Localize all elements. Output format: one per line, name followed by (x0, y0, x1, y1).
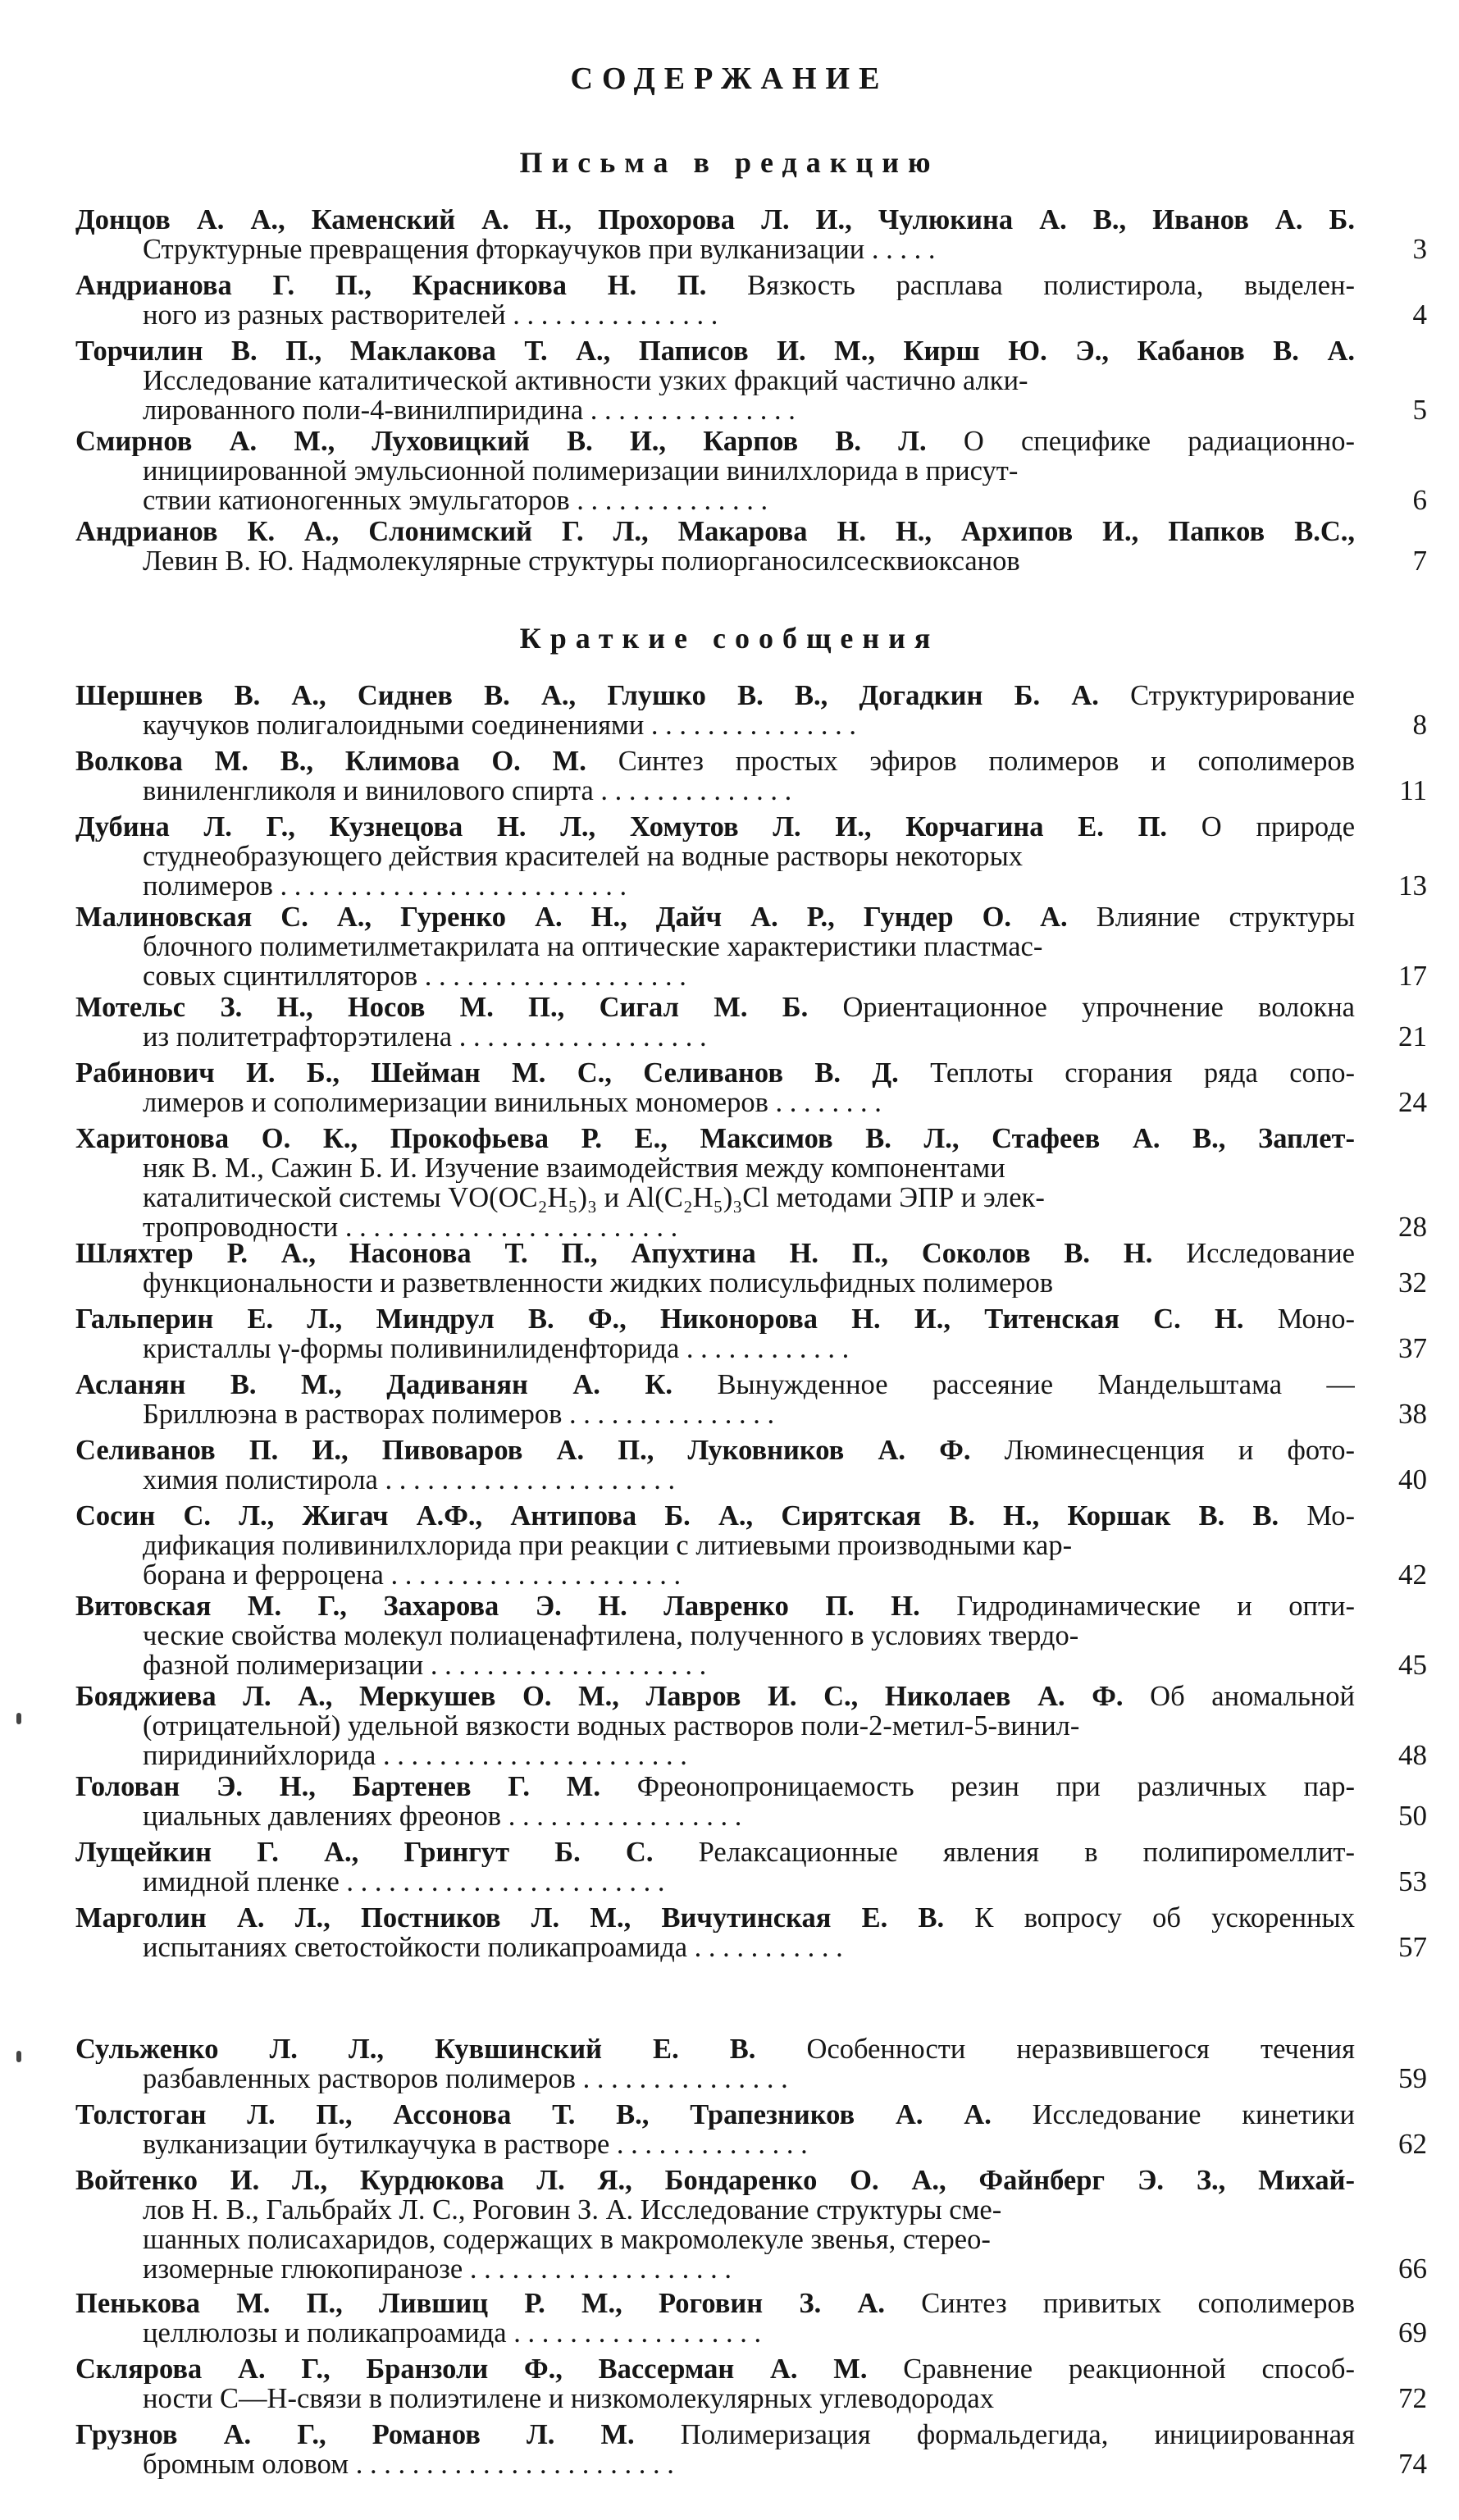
entry-authors: Бояджиева Л. А., Меркушев О. М., Лавров И. С., Николаев А. Ф. (75, 1682, 1124, 1711)
contents-entry (75, 2420, 1355, 2479)
contents-entry (75, 681, 1355, 740)
entry-title-line: ности С—Н-связи в полиэтилене и низкомолекулярных углеводородах (143, 2384, 994, 2413)
entry-title-line: изомерные глюкопиранозе . . . . . . . . . . . . . . . . . . . (143, 2254, 732, 2284)
entry-title-line: Бриллюэна в растворах полимеров . . . . . . . . . . . . . . . (143, 1399, 775, 1429)
entry-title-line: Ориентационное упрочнение волокна (808, 993, 1355, 1022)
entry-authors: Андрианова Г. П., Красникова Н. П. (75, 271, 707, 300)
entry-title-line: Моно- (1243, 1304, 1355, 1334)
entry-title-line: из политетрафторэтилена . . . . . . . . . . . . . . . . . . (143, 1022, 707, 1052)
entry-title-line: ствии катионогенных эмульгаторов . . . . . . . . . . . . . . (143, 486, 768, 515)
entry-title-line: разбавленных растворов полимеров . . . . . . . . . . . . . . . (143, 2064, 788, 2093)
contents-entry (75, 517, 1355, 576)
section-heading-brief: Краткие сообщения (519, 622, 940, 655)
entry-authors: Шершнев В. А., Сиднев В. А., Глушко В. В., Догадкин Б. А. (75, 681, 1099, 710)
entry-page-number: 37 (1398, 1332, 1427, 1364)
entry-authors: Толстоган Л. П., Ассонова Т. В., Трапезников А. А. (75, 2100, 992, 2130)
entry-title-line: каучуков полигалоидными соединениями . . . . . . . . . . . . . . . (143, 710, 857, 740)
entry-authors: Склярова А. Г., Бранзоли Ф., Вассерман А. М. (75, 2354, 868, 2384)
entry-title-line: О природе (1167, 812, 1355, 842)
entry-page-number: 28 (1398, 1211, 1427, 1243)
entry-title-line: О специфике радиационно- (926, 427, 1355, 456)
entry-authors: Асланян В. М., Дадиванян А. К. (75, 1370, 673, 1399)
entry-title-line: пиридинийхлорида . . . . . . . . . . . . . . . . . . . . . . (143, 1741, 687, 1770)
contents-entry (75, 2354, 1355, 2413)
entry-title-line: Полимеризация формальдегида, инициированная (634, 2420, 1355, 2449)
entry-page-number: 17 (1398, 960, 1427, 992)
entry-title-line: Синтез простых эфиров полимеров и сополимеров (586, 746, 1355, 776)
entry-title-line: Левин В. Ю. Надмолекулярные структуры полиорганосилсесквиоксанов (143, 546, 1020, 576)
entry-title-line: тропроводности . . . . . . . . . . . . . . . . . . . . . . . . (143, 1212, 678, 1242)
entry-page-number: 62 (1398, 2128, 1427, 2160)
entry-page-number: 7 (1412, 545, 1427, 577)
entry-page-number: 3 (1412, 233, 1427, 265)
entry-title-line: ного из разных растворителей . . . . . . . . . . . . . . . (143, 300, 718, 330)
entry-page-number: 53 (1398, 1865, 1427, 1897)
entry-page-number: 45 (1398, 1649, 1427, 1681)
entry-title-line: Об аномальной (1123, 1682, 1355, 1711)
entry-page-number: 74 (1398, 2448, 1427, 2480)
entry-title-line: студнеобразующего действия красителей на водные растворы некоторых (143, 842, 1024, 871)
entry-authors: Селиванов П. И., Пивоваров А. П., Луковников А. Ф. (75, 1436, 971, 1465)
entry-title-line: Гидродинамические и опти- (919, 1591, 1355, 1621)
contents-entry (75, 1772, 1355, 1831)
entry-authors: Гальперин Е. Л., Миндрул В. Ф., Никонорова Н. И., Титенская С. Н. (75, 1304, 1244, 1334)
entry-page-number: 4 (1412, 299, 1427, 331)
entry-title-line: Теплоты сгорания ряда сопо- (898, 1058, 1355, 1088)
entry-title-line: виниленгликоля и винилового спирта . . . . . . . . . . . . . . (143, 776, 792, 806)
entry-authors: Войтенко И. Л., Курдюкова Л. Я., Бондаренко О. А., Файнберг Э. З., Михай- (75, 2166, 1355, 2195)
contents-entry (75, 2100, 1355, 2159)
contents-entry (75, 1501, 1355, 1590)
contents-entry (75, 1903, 1355, 1962)
entry-title-line: Синтез привитых сополимеров (884, 2289, 1355, 2318)
page-title: СОДЕРЖАНИЕ (570, 62, 889, 96)
entry-title-line: Исследование кинетики (991, 2100, 1355, 2130)
contents-entry (75, 1838, 1355, 1897)
contents-entry (75, 2034, 1355, 2093)
entry-title-line: совых сцинтилляторов . . . . . . . . . . . . . . . . . . . (143, 961, 686, 991)
contents-entry (75, 1239, 1355, 1298)
contents-entry (75, 2289, 1355, 2348)
entry-authors: Торчилин В. П., Маклакова Т. А., Паписов И. М., Кирш Ю. Э., Кабанов В. А. (75, 336, 1355, 366)
entry-title-line: Вязкость расплава полистирола, выделен- (706, 271, 1355, 300)
entry-title-line: инициированной эмульсионной полимеризации винилхлорида в присут- (143, 456, 1019, 486)
contents-entry (75, 1058, 1355, 1117)
contents-entry (75, 746, 1355, 806)
entry-authors: Сульженко Л. Л., Кувшинский Е. В. (75, 2034, 756, 2064)
entry-title-line: химия полистирола . . . . . . . . . . . . . . . . . . . . . (143, 1465, 676, 1495)
entry-title-line: Исследование (1152, 1239, 1355, 1268)
entry-authors: Сосин С. Л., Жигач А.Ф., Антипова Б. А., Сирятская В. Н., Коршак В. В. (75, 1501, 1279, 1531)
entry-title-line: Структурные превращения фторкаучуков при вулканизации . . . . . (143, 235, 936, 264)
entry-authors: Дубина Л. Г., Кузнецова Н. Л., Хомутов Л. И., Корчагина Е. П. (75, 812, 1168, 842)
entry-authors: Харитонова О. К., Прокофьева Р. Е., Максимов В. Л., Стафеев А. В., Заплет- (75, 1124, 1355, 1153)
contents-entry (75, 1124, 1355, 1242)
entry-title-line: лимеров и сополимеризации винильных мономеров . . . . . . . . (143, 1088, 882, 1117)
entry-title-line: испытаниях светостойкости поликапроамида . . . . . . . . . . . (143, 1933, 843, 1962)
entry-page-number: 69 (1398, 2317, 1427, 2349)
entry-authors: Витовская М. Г., Захарова Э. Н. Лавренко П. Н. (75, 1591, 920, 1621)
entry-title-line: кристаллы γ-формы поливинилиденфторида . . . . . . . . . . . . (143, 1334, 850, 1363)
entry-title-line: бромным оловом . . . . . . . . . . . . . . . . . . . . . . . (143, 2449, 674, 2479)
entry-title-line: Релаксационные явления в полипиромеллит- (653, 1838, 1355, 1867)
entry-title-line: К вопросу об ускоренных (944, 1903, 1355, 1933)
entry-title-line: Вынужденное рассеяние Мандельштама — (672, 1370, 1355, 1399)
contents-entry (75, 205, 1355, 264)
entry-page-number: 48 (1398, 1739, 1427, 1771)
entry-page-number: 72 (1398, 2382, 1427, 2414)
entry-authors: Грузнов А. Г., Романов Л. М. (75, 2420, 635, 2449)
entry-title-line: фазной полимеризации . . . . . . . . . . . . . . . . . . . . (143, 1650, 707, 1680)
entry-title-line: Влияние структуры (1067, 902, 1355, 932)
contents-entry (75, 271, 1355, 330)
entry-title-line: Люминесценция и фото- (970, 1436, 1355, 1465)
margin-mark (16, 1713, 21, 1724)
entry-page-number: 59 (1398, 2062, 1427, 2094)
entry-authors: Лущейкин Г. А., Грингут Б. С. (75, 1838, 654, 1867)
entry-page-number: 5 (1412, 394, 1427, 426)
section-heading-letters: Письма в редакцию (519, 146, 940, 179)
entry-page-number: 21 (1398, 1020, 1427, 1052)
entry-title-line: дификация поливинилхлорида при реакции с литиевыми производными кар- (143, 1531, 1073, 1560)
entry-title-line: Фреонопроницаемость резин при различных пар- (600, 1772, 1355, 1801)
entry-title-line: няк В. М., Сажин Б. И. Изучение взаимодействия между компонентами (143, 1153, 1005, 1183)
entry-page-number: 11 (1399, 774, 1427, 806)
entry-title-line: ческие свойства молекул полиаценафтилена, полученного в условиях твердо- (143, 1621, 1079, 1650)
contents-entry (75, 1591, 1355, 1680)
entry-title-line: полимеров . . . . . . . . . . . . . . . . . . . . . . . . . (143, 871, 627, 901)
entry-title-line: каталитической системы VO(OC₂H₅)₃ и Al(C₂H₅)₃Cl методами ЭПР и элек- (143, 1183, 1045, 1212)
entry-authors: Андрианов К. А., Слонимский Г. Л., Макарова Н. Н., Архипов И., Папков В.С., (75, 517, 1355, 546)
entry-title-line: имидной пленке . . . . . . . . . . . . . . . . . . . . . . . (143, 1867, 665, 1897)
entry-page-number: 32 (1398, 1267, 1427, 1299)
entry-authors: Малиновская С. А., Гуренко А. Н., Дайч А. Р., Гундер О. А. (75, 902, 1068, 932)
entry-authors: Пенькова М. П., Лившиц Р. М., Роговин З. А. (75, 2289, 885, 2318)
entry-authors: Волкова М. В., Климова О. М. (75, 746, 586, 776)
contents-entry (75, 2166, 1355, 2284)
entry-page-number: 13 (1398, 870, 1427, 902)
contents-entry (75, 902, 1355, 991)
entry-authors: Шляхтер Р. А., Насонова Т. П., Апухтина Н. П., Соколов В. Н. (75, 1239, 1153, 1268)
entry-title-line: циальных давлениях фреонов . . . . . . . . . . . . . . . . . (143, 1801, 742, 1831)
entry-title-line: Исследование каталитической активности узких фракций частично алки- (143, 366, 1028, 395)
entry-title-line: Мо- (1279, 1501, 1355, 1531)
entry-page-number: 57 (1398, 1931, 1427, 1963)
entry-authors: Смирнов А. М., Луховицкий В. И., Карпов В. Л. (75, 427, 927, 456)
entry-title-line: лов Н. В., Гальбрайх Л. С., Роговин З. А. Исследование структуры сме- (143, 2195, 1002, 2225)
entry-title-line: целлюлозы и поликапроамида . . . . . . . . . . . . . . . . . . (143, 2318, 762, 2348)
contents-entry (75, 427, 1355, 515)
entry-authors: Рабинович И. Б., Шейман М. С., Селиванов В. Д. (75, 1058, 899, 1088)
entry-title-line: (отрицательной) удельной вязкости водных растворов поли-2-метил-5-винил- (143, 1711, 1080, 1741)
entry-page-number: 50 (1398, 1800, 1427, 1832)
entry-title-line: шанных полисахаридов, содержащих в макромолекуле звенья, стерео- (143, 2225, 991, 2254)
entry-authors: Марголин А. Л., Постников Л. М., Вичутинская Е. В. (75, 1903, 945, 1933)
entry-page-number: 6 (1412, 484, 1427, 516)
contents-entry (75, 1370, 1355, 1429)
entry-title-line: вулканизации бутилкаучука в растворе . . . . . . . . . . . . . . (143, 2130, 808, 2159)
entry-page-number: 38 (1398, 1398, 1427, 1430)
entry-title-line: функциональности и разветвленности жидких полисульфидных полимеров (143, 1268, 1054, 1298)
contents-entry (75, 1682, 1355, 1770)
entry-page-number: 8 (1412, 709, 1427, 741)
entry-page-number: 24 (1398, 1086, 1427, 1118)
contents-entry (75, 1436, 1355, 1495)
contents-entry (75, 336, 1355, 425)
entry-page-number: 42 (1398, 1559, 1427, 1591)
entry-title-line: Структурирование (1098, 681, 1355, 710)
entry-title-line: борана и ферроцена . . . . . . . . . . . . . . . . . . . . . (143, 1560, 682, 1590)
contents-entry (75, 993, 1355, 1052)
entry-title-line: Особенности неразвившегося течения (755, 2034, 1355, 2064)
entry-page-number: 40 (1398, 1463, 1427, 1495)
margin-mark (16, 2051, 21, 2062)
entry-title-line: лированного поли-4-винилпиридина . . . . . . . . . . . . . . . (143, 395, 796, 425)
entry-title-line: Сравнение реакционной способ- (867, 2354, 1355, 2384)
entry-page-number: 66 (1398, 2253, 1427, 2285)
contents-entry (75, 1304, 1355, 1363)
entry-authors: Мотельс З. Н., Носов М. П., Сигал М. Б. (75, 993, 809, 1022)
entry-authors: Голован Э. Н., Бартенев Г. М. (75, 1772, 600, 1801)
contents-entry (75, 812, 1355, 901)
entry-title-line: блочного полиметилметакрилата на оптические характеристики пластмас- (143, 932, 1043, 961)
entry-authors: Донцов А. А., Каменский А. Н., Прохорова Л. И., Чулюкина А. В., Иванов А. Б. (75, 205, 1355, 235)
